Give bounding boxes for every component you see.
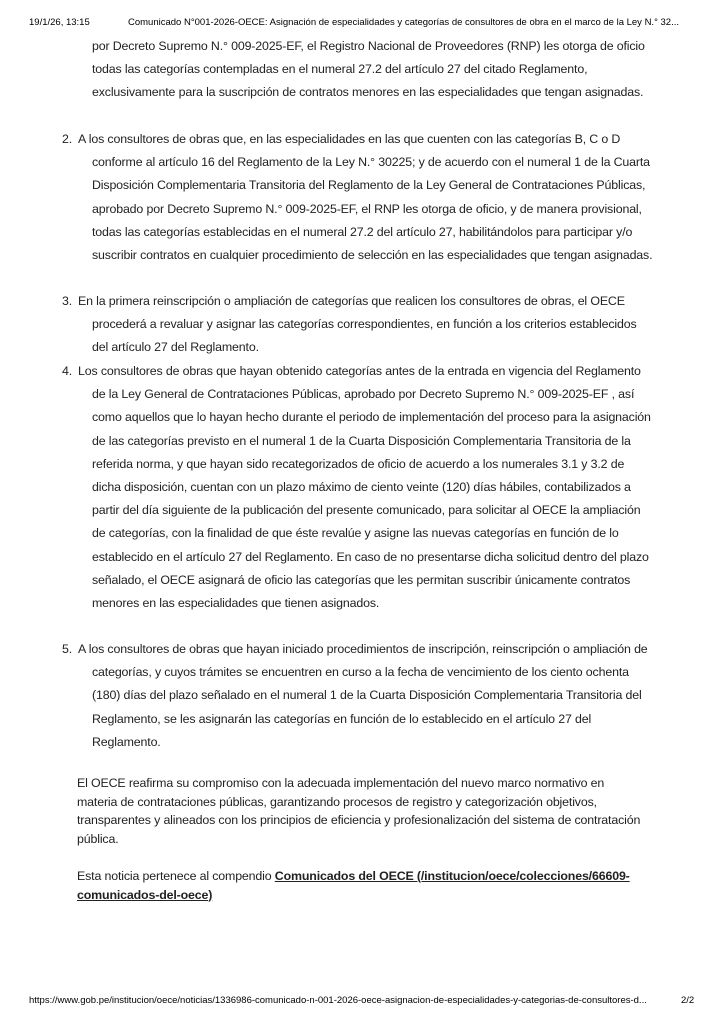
- list-item-3: [62, 290, 654, 360]
- list-item-number: 2.: [62, 132, 73, 146]
- list-item-text: Los consultores de obras que hayan obtenido categorías antes de la entrada en vigencia del Reglamento de la Ley General de Contrataciones Públicas, aprobado por Decreto Supremo N.° 009-2025-EF , así como aquellos que lo hayan hecho durante el periodo de implementación del proceso para la asignación de las categorías previsto en el numeral 1 de la Cuarta Disposición Complementaria Transitoria de la referida norma, y que hayan sido recategorizados de oficio de acuerdo a los numerales 3.1 y 3.2 de dicha disposición, cuentan con un plazo máximo de ciento veinte (120) días hábiles, contabilizados a partir del día siguiente de la publicación del presente comunicado, para solicitar al OECE la ampliación de categorías, con la finalidad de que éste revalúe y asigne las nuevas categorías en función de lo establecido en el artículo 27 del Reglamento. En caso de no presentarse dicha solicitud dentro del plazo señalado, el OECE asignará de oficio las categorías que les permitan suscribir únicamente contratos menores en las especialidades que tienen asignados.: [78, 364, 651, 611]
- print-url: https://www.gob.pe/institucion/oece/noticias/1336986-comunicado-n-001-2026-oece-asignacion-de-especialidades-y-categorias-de-consultores-d...: [29, 995, 647, 1006]
- list-item-text: A los consultores de obras que hayan iniciado procedimientos de inscripción, reinscripción o ampliación de categorías, y cuyos trámites se encuentren en curso a la fecha de vencimiento de los ciento ochenta (180) días del plazo señalado en el numeral 1 de la Cuarta Disposición Complementaria Transitoria del Reglamento, se les asignarán las categorías en función de lo establecido en el artículo 27 del Reglamento.: [78, 642, 648, 749]
- continued-paragraph: por Decreto Supremo N.° 009-2025-EF, el Registro Nacional de Proveedores (RNP) les otorga de oficio todas las categorías contempladas en el numeral 27.2 del artículo 27 del citado Reglamento, exclusivamente para la suscripción de contratos menores en las especialidades que tengan asignadas.: [92, 39, 645, 100]
- list-item-number: 5.: [62, 642, 73, 656]
- page-number: 2/2: [681, 995, 695, 1006]
- list-item-number: 4.: [62, 364, 73, 378]
- closing-paragraph: El OECE reafirma su compromiso con la adecuada implementación del nuevo marco normativo en materia de contrataciones públicas, garantizando procesos de registro y categorización objetivos, transparentes y alineados con los principios de eficiencia y profesionalización del sistema de contratación pública.: [77, 776, 641, 846]
- list-item-5: [62, 638, 654, 754]
- list-item-text: En la primera reinscripción o ampliación de categorías que realicen los consultores de obras, el OECE procederá a revaluar y asignar las categorías correspondientes, en función a los criterios establecidos del artículo 27 del Reglamento.: [78, 294, 637, 355]
- list-item-4: [62, 360, 654, 615]
- print-datetime: 19/1/26, 13:15: [29, 17, 90, 28]
- compendio-link[interactable]: Comunicados del OECE (/institucion/oece/colecciones/66609-comunicados-del-oece): [77, 869, 630, 902]
- list-item-number: 3.: [62, 294, 73, 308]
- compendio-prefix: Esta noticia pertenece al compendio: [77, 869, 275, 883]
- print-page-title: Comunicado N°001-2026-OECE: Asignación de especialidades y categorías de consultores de obra en el marco de la Ley N.° 32...: [128, 17, 679, 28]
- list-item-text: A los consultores de obras que, en las especialidades en las que cuenten con las categorías B, C o D conforme al artículo 16 del Reglamento de la Ley N.° 30225; y de acuerdo con el numeral 1 de la Cuarta Disposición Complementaria Transitoria del Reglamento de la Ley General de Contrataciones Públicas, aprobado por Decreto Supremo N.° 009-2025-EF, el RNP les otorga de oficio, y de manera provisional, todas las categorías establecidas en el numeral 27.2 del artículo 27, habilitándolos para participar y/o suscribir contratos en cualquier procedimiento de selección en las especialidades que tengan asignadas.: [78, 132, 653, 263]
- list-item-2: [62, 128, 654, 267]
- compendio-paragraph: [77, 867, 647, 904]
